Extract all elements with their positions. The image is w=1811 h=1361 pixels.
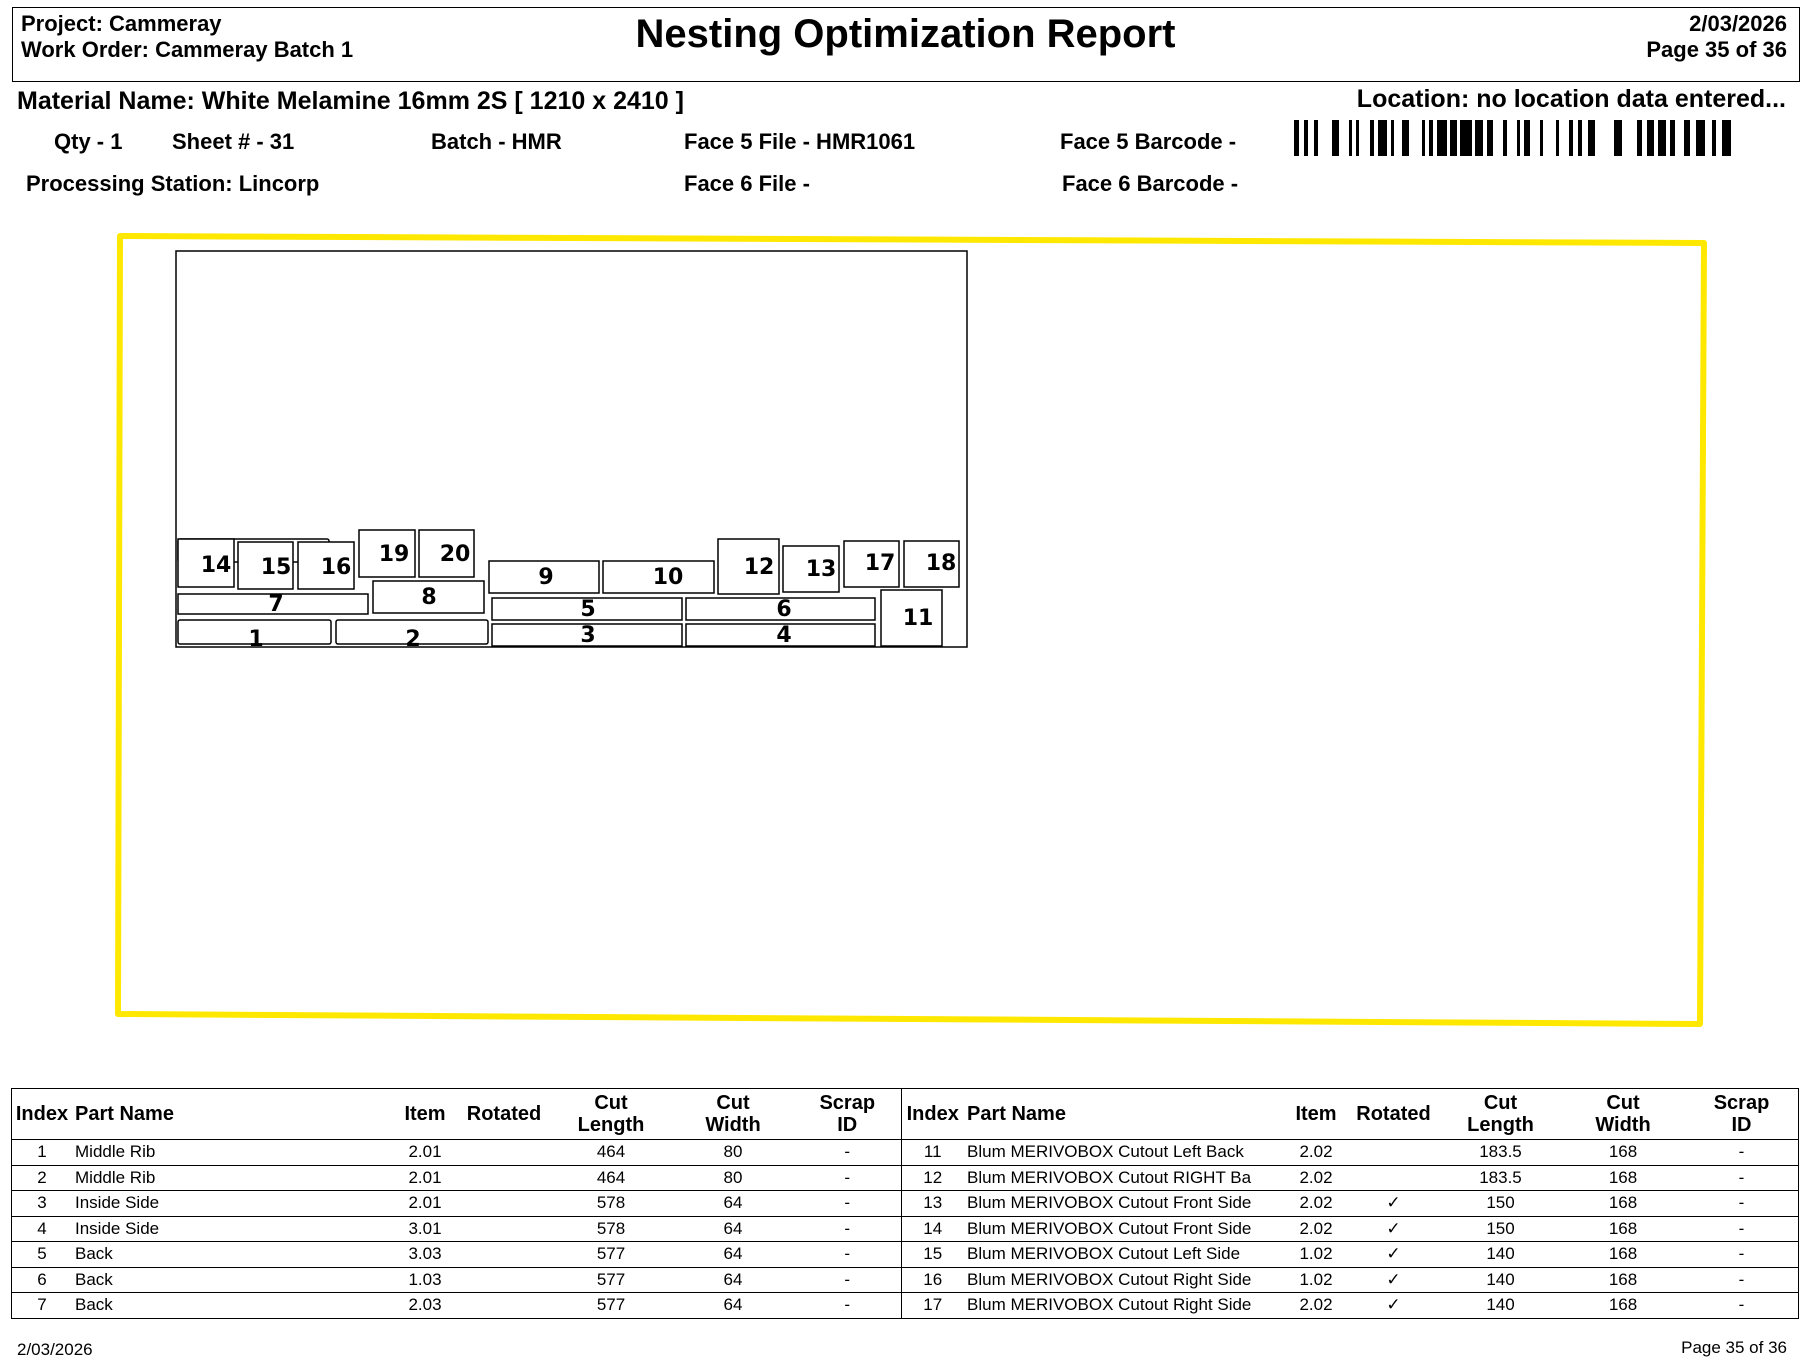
face5-file: Face 5 File - HMR1061 [684,129,916,154]
batch-label: Batch - HMR [431,129,562,154]
table-row: 2 Middle Rib 2.01 464 80 - 12 Blum MERIVOBOX Cutout RIGHT Ba 2.02 183.5 168 - [12,1165,1799,1191]
parts-table-frame [11,1088,1799,1319]
col-index: Index [12,1089,72,1140]
footer-page: Page 35 of 36 [1681,1338,1787,1357]
col-cut-width-right: Cut Width [1562,1089,1684,1140]
table-header-row [12,1089,1799,1140]
table-row: 3 Inside Side 2.01 578 64 - 13 Blum MERIVOBOX Cutout Front Side 2.02 ✓ 150 168 - [12,1191,1799,1217]
processing-station: Processing Station: Lincorp [26,171,320,196]
face6-barcode-label: Face 6 Barcode - [1062,171,1239,196]
part-label-11: 11 [902,606,934,631]
parts-table [12,1089,1799,1319]
part-label-12: 12 [743,555,775,580]
col-part-name-right: Part Name [964,1089,1284,1140]
report-date: 2/03/2026 [1689,11,1787,36]
part-label-7: 7 [268,592,284,617]
check-icon: ✓ [1348,1267,1439,1293]
material-name: Material Name: White Melamine 16mm 2S [ 1210 x 2410 ] [17,87,684,115]
location-label: Location: no location data entered... [1356,85,1786,113]
part-label-18: 18 [925,551,957,576]
nesting-diagram [0,0,1000,660]
part-label-9: 9 [538,565,554,590]
part-label-5: 5 [580,597,596,622]
project-label: Project: Cammeray [21,11,222,36]
face5-barcode-label: Face 5 Barcode - [1060,129,1237,154]
table-row: 1 Middle Rib 2.01 464 80 - 11 Blum MERIVOBOX Cutout Left Back 2.02 183.5 168 - [12,1140,1799,1166]
part-label-15: 15 [260,555,292,580]
part-label-3: 3 [580,623,596,648]
qty-label: Qty - 1 [54,129,123,154]
col-scrap-id: Scrap ID [794,1089,901,1140]
check-icon: ✓ [1348,1293,1439,1319]
check-icon: ✓ [1348,1191,1439,1217]
check-icon: ✓ [1348,1216,1439,1242]
col-item: Item [392,1089,458,1140]
col-cut-width: Cut Width [672,1089,794,1140]
check-icon [1348,1140,1439,1166]
part-label-19: 19 [378,542,410,567]
col-scrap-id-right: Scrap ID [1684,1089,1799,1140]
footer-date: 2/03/2026 [17,1340,93,1359]
table-row: 7 Back 2.03 577 64 - 17 Blum MERIVOBOX Cutout Right Side 2.02 ✓ 140 168 - [12,1293,1799,1319]
page-number: Page 35 of 36 [1646,37,1787,62]
part-label-1: 1 [248,627,264,652]
table-row: 5 Back 3.03 577 64 - 15 Blum MERIVOBOX Cutout Left Side 1.02 ✓ 140 168 - [12,1242,1799,1268]
part-label-17: 17 [864,551,896,576]
check-icon: ✓ [1348,1242,1439,1268]
check-icon [1348,1165,1439,1191]
part-label-20: 20 [439,542,471,567]
part-label-16: 16 [320,555,352,580]
col-index-right: Index [901,1089,964,1140]
part-label-13: 13 [805,557,837,582]
part-label-6: 6 [776,597,792,622]
part-label-10: 10 [652,565,684,590]
face6-file: Face 6 File - [684,171,810,196]
report-title: Nesting Optimization Report [635,12,1176,56]
col-cut-length: Cut Length [550,1089,672,1140]
part-label-4: 4 [776,623,792,648]
col-item-right: Item [1284,1089,1348,1140]
table-row: 6 Back 1.03 577 64 - 16 Blum MERIVOBOX Cutout Right Side 1.02 ✓ 140 168 - [12,1267,1799,1293]
col-rotated: Rotated [458,1089,550,1140]
col-rotated-right: Rotated [1348,1089,1439,1140]
part-label-14: 14 [200,553,232,578]
part-label-8: 8 [421,585,437,610]
col-cut-length-right: Cut Length [1439,1089,1562,1140]
col-part-name: Part Name [72,1089,392,1140]
table-row: 4 Inside Side 3.01 578 64 - 14 Blum MERIVOBOX Cutout Front Side 2.02 ✓ 150 168 - [12,1216,1799,1242]
work-order-label: Work Order: Cammeray Batch 1 [21,37,354,62]
sheet-number: Sheet # - 31 [172,129,295,154]
part-label-2: 2 [405,627,421,652]
